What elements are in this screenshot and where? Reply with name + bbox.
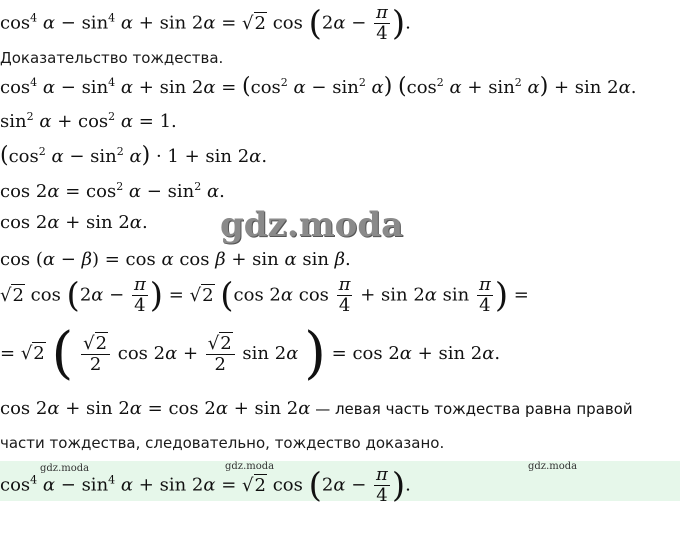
step-cosine-difference: cos (α − β) = cos α cos β + sin α sin β. [0, 249, 351, 270]
proof-heading: Доказательство тождества. [0, 49, 224, 67]
final-identity: $\cos^4 \alpha - \sin^4 \alpha + \sin 2\alpha = √2$ cos (2α − $\frac{\pi}{4}$ ). [0, 464, 411, 506]
step-compare-sides: cos 2α + sin 2α = cos 2α + sin 2α — левая часть тождества равна правой [0, 398, 633, 419]
conclusion-line-1: — левая часть тождества равна правой [310, 400, 633, 418]
watermark-small-1: gdz.moda [40, 463, 90, 474]
step-double-angle: $\cos 2\alpha = \cos^2 \alpha - \sin^2 \alpha$. [0, 180, 225, 202]
conclusion-line-2: части тождества, следовательно, тождество доказано. [0, 434, 445, 452]
step-substitution: ($\cos^2$ $\alpha - \sin^2 \alpha) \cdot 1 + \sin 2\alpha$. [0, 143, 268, 168]
watermark-small-3: gdz.moda [528, 461, 578, 472]
step-factorization: $\cos^4 \alpha - \sin^4 \alpha + \sin 2\alpha = (\cos^2$ $\alpha - \sin^2 \alpha$) ($\cos^2$ $\alpha + \sin^2 \alpha) + \sin 2\alpha$. [0, 74, 637, 99]
step-pythagorean-identity: $\sin^2 \alpha + \cos^2 \alpha = 1$. [0, 110, 177, 132]
watermark-small-2: gdz.moda [225, 461, 275, 472]
watermark-logo: gdz.moda [220, 205, 404, 245]
step-evaluate-rhs: = √2 ( $\frac{√2}{2}$ cos 2α + $\frac{√2}{2}$ sin 2α ) = cos 2α + sin 2α. [0, 321, 501, 386]
identity-statement: $\cos^4 \alpha - \sin^4 \alpha + \sin 2\alpha = √2$ cos (2α − $\frac{\pi}{4}$ ). [0, 2, 411, 44]
step-expand-rhs: √2 cos (2α − $\frac{\pi}{4}$ ) = √2 (cos 2α cos $\frac{\pi}{4}$ + sin 2α sin $\frac{\pi}{4}$ ) = [0, 274, 529, 316]
step-simplified: cos 2α + sin 2α. [0, 212, 148, 233]
